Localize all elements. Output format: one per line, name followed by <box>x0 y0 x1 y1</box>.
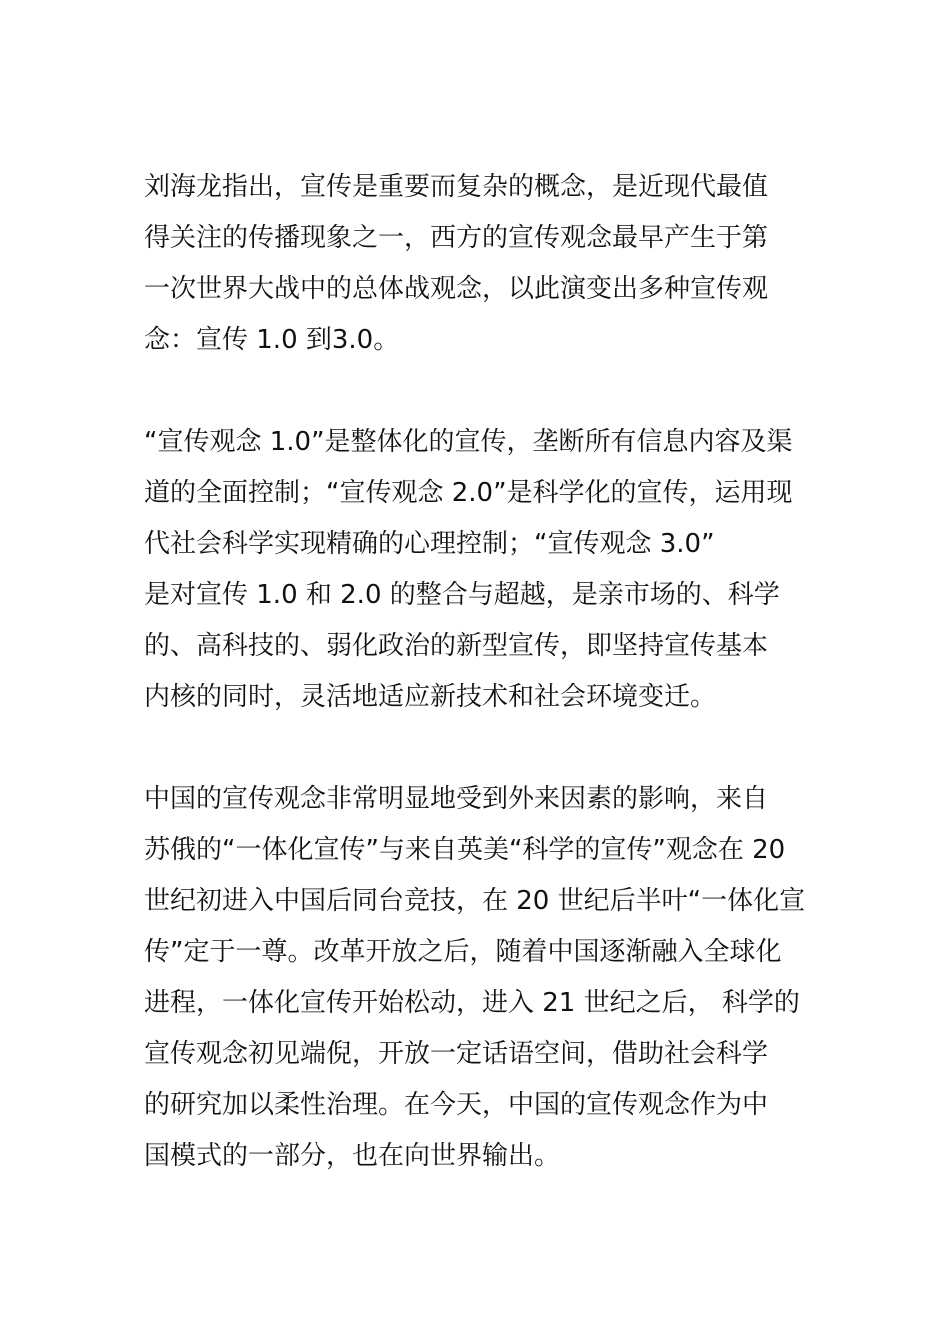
text-line: 苏俄的“一体化宣传”与来自英美“科学的宣传”观念在 20 <box>144 835 786 865</box>
text-line: 念：宣传 1.0 到3.0。 <box>144 325 400 355</box>
text-line: 世纪初进入中国后同台竞技，在 20 世纪后半叶“一体化宣 <box>144 886 806 916</box>
text-line: 得关注的传播现象之一，西方的宣传观念最早产生于第 <box>144 223 769 253</box>
document-body <box>144 162 814 1182</box>
text-line: 一次世界大战中的总体战观念，以此演变出多种宣传观 <box>144 274 769 304</box>
text-line: 进程，一体化宣传开始松动，进入 21 世纪之后， 科学的 <box>144 988 800 1018</box>
text-line: 刘海龙指出，宣传是重要而复杂的概念，是近现代最值 <box>144 172 769 202</box>
paragraph-1 <box>144 162 814 366</box>
text-line: 国模式的一部分，也在向世界输出。 <box>144 1141 561 1171</box>
text-line: 传”定于一尊。改革开放之后，随着中国逐渐融入全球化 <box>144 937 782 967</box>
text-line: 中国的宣传观念非常明显地受到外来因素的影响，来自 <box>144 784 769 814</box>
paragraph-3 <box>144 774 814 1182</box>
text-line: 代社会科学实现精确的心理控制；“宣传观念 3.0” <box>144 529 715 559</box>
text-line: 宣传观念初见端倪，开放一定话语空间，借助社会科学 <box>144 1039 769 1069</box>
text-line: 的、高科技的、弱化政治的新型宣传，即坚持宣传基本 <box>144 631 769 661</box>
text-line: 内核的同时，灵活地适应新技术和社会环境变迁。 <box>144 682 717 712</box>
text-line: 的研究加以柔性治理。在今天，中国的宣传观念作为中 <box>144 1090 769 1120</box>
text-line: 是对宣传 1.0 和 2.0 的整合与超越，是亲市场的、科学 <box>144 580 780 610</box>
text-line: “宣传观念 1.0”是整体化的宣传，垄断所有信息内容及渠 <box>144 427 793 457</box>
text-line: 道的全面控制；“宣传观念 2.0”是科学化的宣传，运用现 <box>144 478 793 508</box>
paragraph-2 <box>144 417 814 723</box>
